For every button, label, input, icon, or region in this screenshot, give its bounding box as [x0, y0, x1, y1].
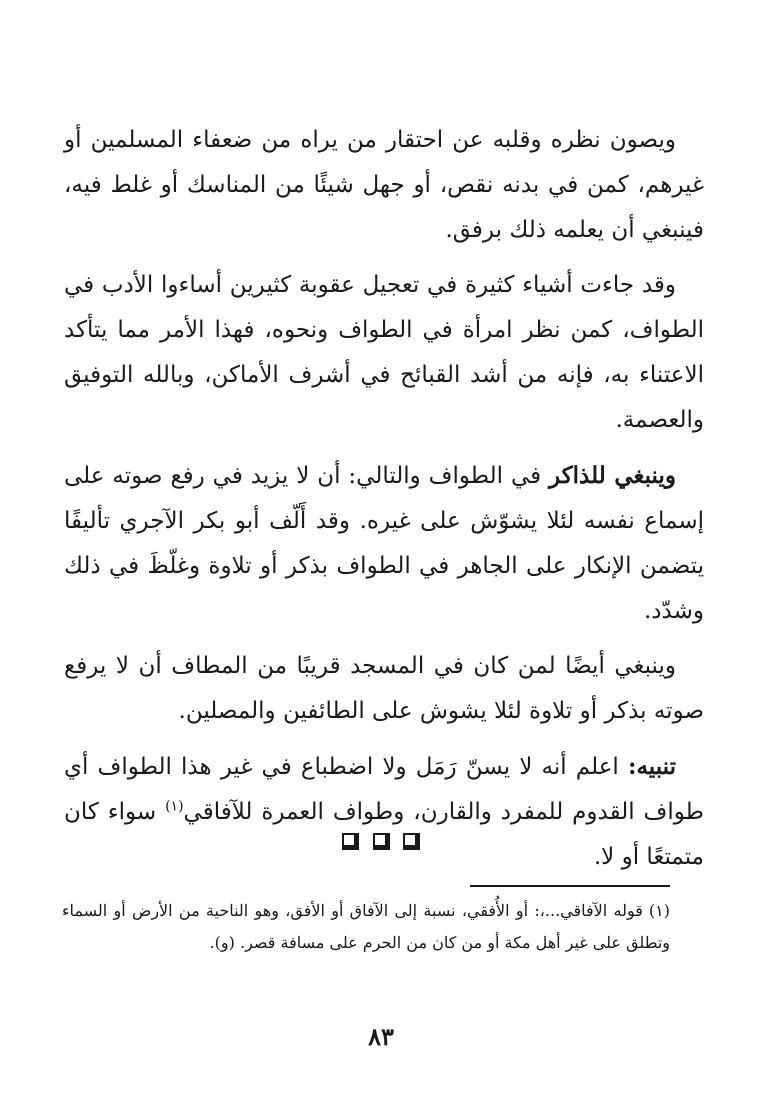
paragraph-5-notice [64, 744, 704, 880]
section-separator [0, 833, 762, 854]
paragraph-4-text: وينبغي أيضًا لمن كان في المسجد قريبًا من المطاف أن لا يرفع صوته بذكر أو تلاوة لئلا يشوش على الطائفين والمصلين. [64, 653, 704, 724]
main-text [64, 118, 704, 890]
paragraph-3-lead: وينبغي للذاكر [549, 462, 676, 489]
footnotes [62, 895, 670, 959]
notice-text-before-note: اعلم أنه لا يسنّ رَمَل ولا اضطباع في غير هذا الطواف أي طواف القدوم للمفرد والقارن، وطواف العمرة للآفاقي [64, 754, 704, 825]
paragraph-1 [64, 118, 704, 253]
page-number: ٨٣ [368, 1022, 394, 1051]
notice-lead: تنبيه: [627, 753, 676, 780]
separator-box-icon [342, 833, 359, 850]
separator-box-icon [403, 833, 420, 850]
paragraph-3 [64, 453, 704, 634]
paragraph-3-text: في الطواف والتالي: أن لا يزيد في رفع صوته على إسماع نفسه لئلا يشوّش على غيره. وقد أَلّف أبو بكر الآجري تأليفًا يتضمن الإنكار على الجاهر في الطواف بذكر أو تلاوة وغلّظَ في ذلك وشدّد. [64, 463, 704, 624]
footnote-1-text: قوله الآفاقي...،: أو الأُفقي، نسبة إلى الآفاق أو الأفق، وهو الناحية من الأرض أو السماء وتطلق على غير أهل مكة أو من كان من الحرم على مسافة قصر. (و). [62, 901, 670, 952]
separator-box-icon [373, 833, 390, 850]
paragraph-4 [64, 644, 704, 734]
footnote-1-marker: (١) [648, 901, 670, 920]
footnote-1 [62, 895, 670, 959]
paragraph-2 [64, 263, 704, 443]
paragraph-1-text: ويصون نظره وقلبه عن احتقار من يراه من ضعفاء المسلمين أو غيرهم، كمن في بدنه نقص، أو جهل شيئًا من المناسك أو غلط فيه، فينبغي أن يعلمه ذلك برفق. [64, 127, 704, 243]
notice-text-after-note: سواء كان متمتعًا أو لا. [64, 799, 704, 870]
paragraph-2-text: وقد جاءت أشياء كثيرة في تعجيل عقوبة كثيرين أساءوا الأدب في الطواف، كمن نظر امرأة في الطواف ونحوه، فهذا الأمر مما يتأكد الاعتناء به، فإنه من أشد القبائح في أشرف الأماكن، وبالله التوفيق والعصمة. [64, 272, 704, 433]
footnote-divider [470, 885, 670, 887]
footnote-reference[interactable]: (١) [165, 798, 184, 815]
